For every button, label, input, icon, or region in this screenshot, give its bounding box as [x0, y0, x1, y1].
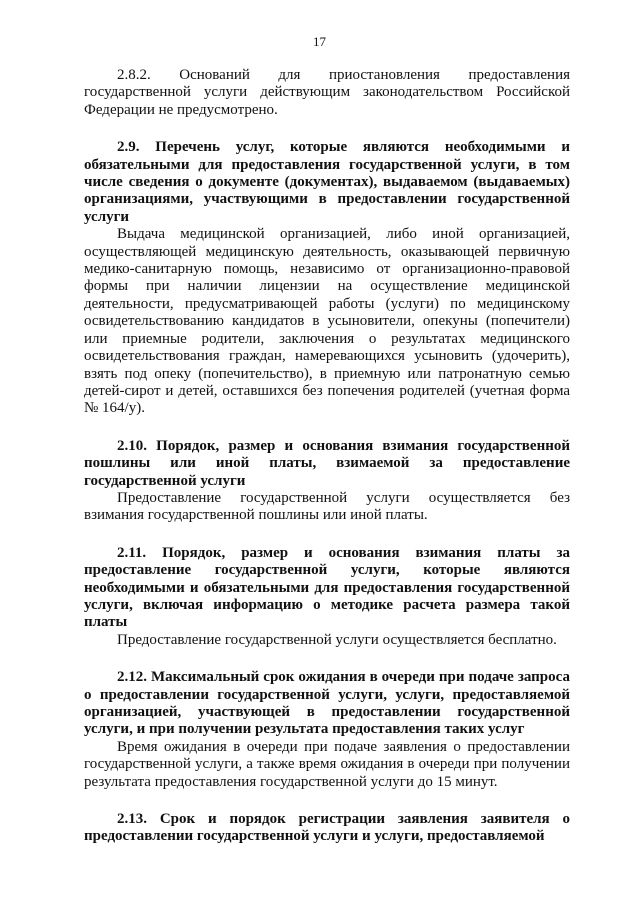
heading-2-10: 2.10. Порядок, размер и основания взимания государственной пошлины или иной платы, взимаемой за предоставление государственной услуги	[84, 437, 570, 489]
paragraph-2-12-body: Время ожидания в очереди при подаче заявления о предоставлении государственной услуги, а также время ожидания в очереди при получении результата предоставления государственной услуги до 15 минут.	[84, 738, 570, 790]
paragraph-2-8-2: 2.8.2. Оснований для приостановления предоставления государственной услуги действующим законодательством Российской Федерации не предусмотрено.	[84, 67, 570, 118]
spacer	[84, 791, 570, 811]
spacer	[84, 418, 570, 438]
paragraph-2-10-body: Предоставление государственной услуги осуществляется без взимания государственной пошлины или иной платы.	[84, 489, 570, 524]
paragraph-2-9-body: Выдача медицинской организацией, либо иной организацией, осуществляющей медицинскую деятельность, оказывающей первичную медико-санитарную помощь, независимо от организационно-правовой формы при наличии лицензии на осуществление медицинской деятельности, предусматривающей работы (услуги) по медицинскому освидетельствованию кандидатов в усыновители, опекуны (попечители) или приемные родители, заключения о результатах медицинского освидетельствования граждан, намеревающихся усыновить (удочерить), взять под опеку (попечительство), в приемную или патронатную семью детей-сирот и детей, оставшихся без попечения родителей (учетная форма № 164/у).	[84, 226, 570, 417]
paragraph-2-11-body: Предоставление государственной услуги осуществляется бесплатно.	[117, 631, 557, 648]
heading-2-12: 2.12. Максимальный срок ожидания в очереди при подаче запроса о предоставлении государственной услуги, услуги, предоставляемой организацией, участвующей в предоставлении государственной услуги, и при получении результата предоставления таких услуг	[84, 669, 570, 738]
spacer	[84, 649, 570, 669]
page-number: 17	[313, 34, 326, 49]
heading-2-11: 2.11. Порядок, размер и основания взимания платы за предоставление государственной услуги, которые являются необходимыми и обязательными для предоставления государственной услуги, включая информацию о методике расчета размера такой платы	[84, 544, 570, 631]
spacer	[84, 525, 570, 545]
heading-2-13: 2.13. Срок и порядок регистрации заявления заявителя о предоставлении государственной услуги и услуги, предоставляемой	[84, 811, 570, 845]
spacer	[84, 119, 570, 139]
document-body	[84, 67, 570, 846]
heading-2-9: 2.9. Перечень услуг, которые являются необходимыми и обязательными для предоставления государственной услуги, в том числе сведения о документе (документах), выдаваемом (выдаваемых) организациями, участвующими в предоставлении государственной услуги	[84, 139, 570, 225]
